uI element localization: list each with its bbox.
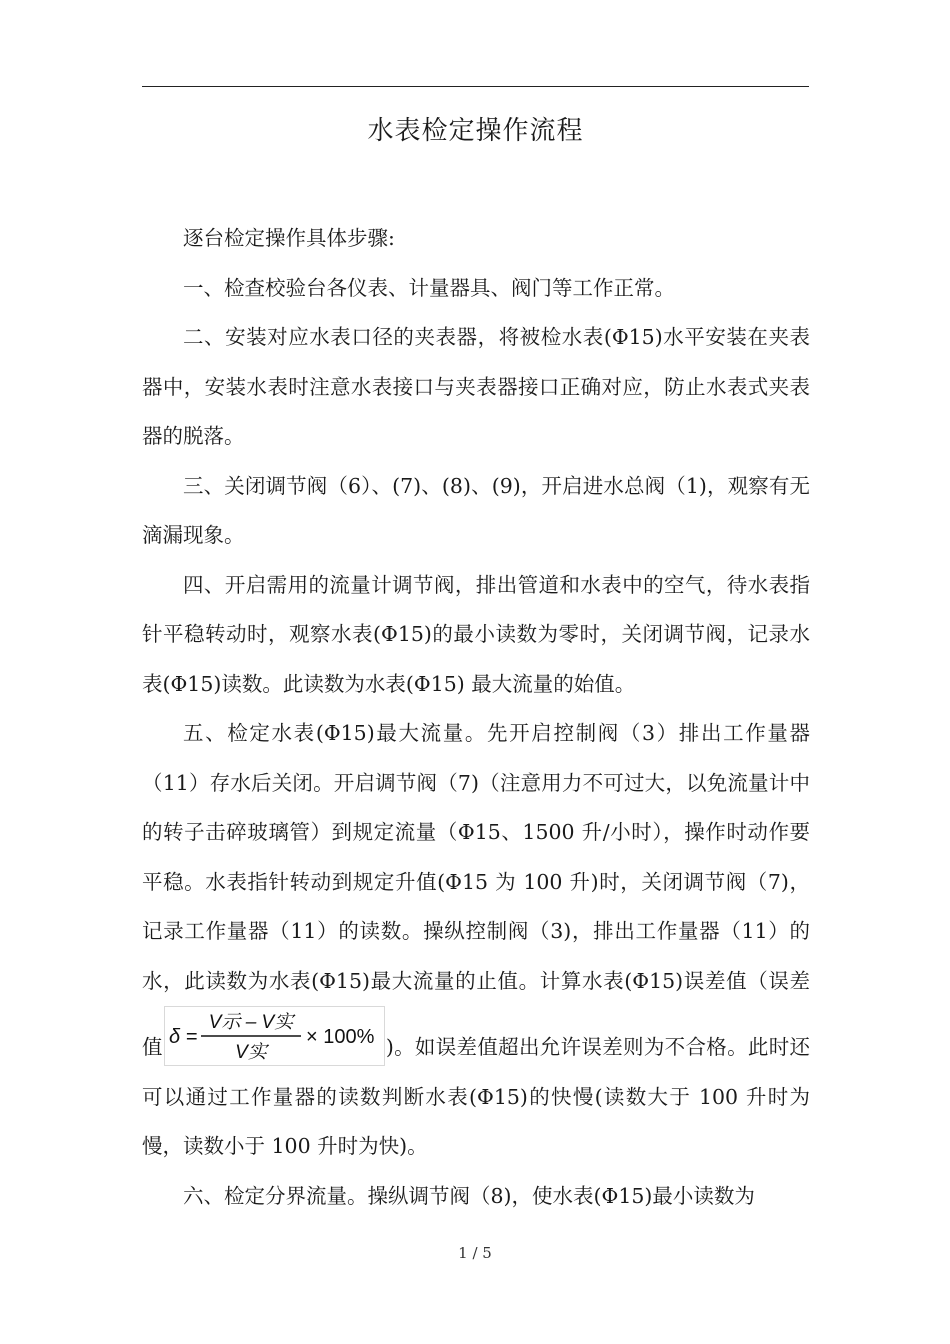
document-title: 水表检定操作流程 [367, 116, 584, 146]
header-rule [142, 86, 809, 87]
formula-multiplier: × 100% [305, 1026, 375, 1048]
error-formula-svg [165, 1007, 384, 1065]
formula-numerator: V示 – V实 [208, 1012, 294, 1033]
paragraph-step-6: 六、检定分界流量。操纵调节阀（8)，使水表(Φ15)最小读数为 [183, 1183, 755, 1208]
document-body [142, 214, 810, 1221]
paragraph-step-3: 三、关闭调节阀（6）、(7)、(8)、(9)，开启进水总阀（1)，观察有无滴漏现象。 [142, 473, 810, 547]
error-formula-image [164, 1006, 385, 1066]
paragraph-step-5-text: 五、检定水表(Φ15)最大流量。先开启控制阀（3）排出工作量器（11）存水后关闭。开启调节阀（7)（注意用力不可过大，以免流量计中的转子击碎玻璃管）到规定流量（Φ15、1500 升/小时），操作时动作要平稳。水表指针转动到规定升值(Φ15 为 100 升)时，关闭调节阀（7)，记录工作量器（11）的读数。操纵控制阀（3)，排出工作量器（11）的水，此读数为水表(Φ15)最大流量的止值。计算水表(Φ15)误差值（误差值 [142, 721, 810, 1059]
paragraph-intro: 逐台检定操作具体步骤: [183, 226, 395, 250]
paragraph-step-1: 一、检查校验台各仪表、计量器具、阀门等工作正常。 [183, 275, 675, 300]
page-number: 1 / 5 [458, 1244, 492, 1262]
paragraph-step-2: 二、安装对应水表口径的夹表器，将被检水表(Φ15)水平安装在夹表器中，安装水表时注意水表接口与夹表器接口正确对应，防止水表式夹表器的脱落。 [142, 325, 810, 448]
formula-denominator: V实 [234, 1042, 267, 1063]
paragraph-step-5-continuation: )。如误差值超出允许误差则为不合格。此时还可以通过工作量器的读数判断水表(Φ15)的快慢(读数大于 100 升时为慢，读数小于 100 升时为快)。 [142, 1035, 810, 1158]
formula-lhs: δ = [168, 1026, 198, 1048]
paragraph-step-5 [142, 709, 810, 1172]
paragraph-step-4: 四、开启需用的流量计调节阀，排出管道和水表中的空气，待水表指针平稳转动时，观察水表(Φ15)的最小读数为零时，关闭调节阀，记录水表(Φ15)读数。此读数为水表(Φ15) 最大流量的始值。 [142, 572, 810, 696]
